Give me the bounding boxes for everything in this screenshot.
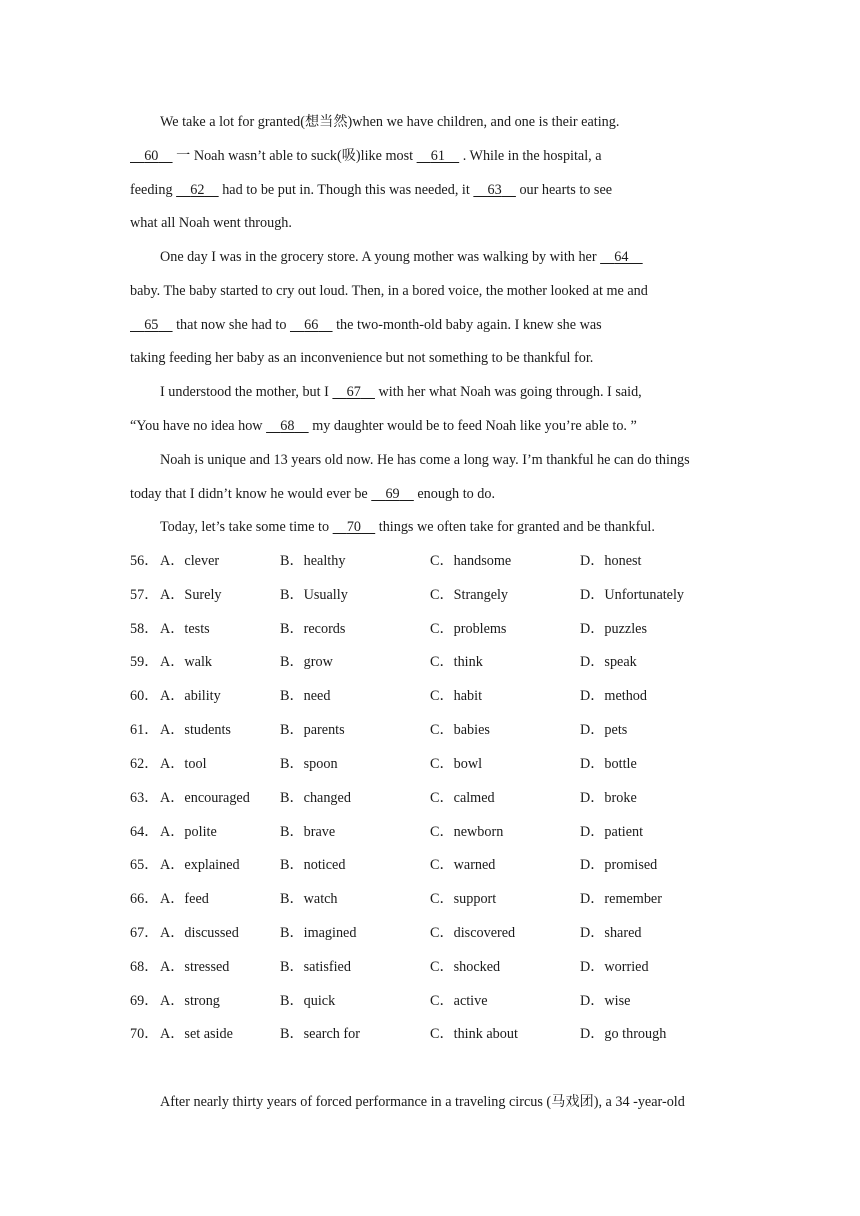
question-row — [130, 754, 730, 774]
question-row — [130, 957, 730, 977]
option-d[interactable]: D．puzzles — [580, 621, 647, 637]
passage-text: After nearly thirty years of forced performance in a traveling circus (马戏团), a 34 -year-old — [160, 1094, 685, 1110]
question-number: 62． — [130, 756, 159, 772]
question-number: 59． — [130, 654, 159, 670]
option-a[interactable]: A．Surely — [160, 587, 222, 603]
option-a[interactable]: A．strong — [160, 993, 220, 1009]
option-d[interactable]: D．wise — [580, 993, 631, 1009]
option-b[interactable]: B．satisfied — [280, 959, 351, 975]
passage-text: had to be put in. Though this was needed, it — [218, 182, 474, 198]
passage-text: “You have no idea how — [130, 418, 267, 434]
option-d[interactable]: D．speak — [580, 654, 637, 670]
passage-line — [160, 382, 760, 402]
option-d[interactable]: D．method — [580, 688, 647, 704]
passage-line — [130, 180, 730, 200]
question-number: 64． — [130, 824, 159, 840]
blank-65: 65 — [144, 317, 159, 333]
passage-text: Today, let’s take some time to — [160, 519, 333, 535]
option-a[interactable]: A．walk — [160, 654, 213, 670]
passage-line — [130, 213, 730, 233]
option-b[interactable]: B．imagined — [280, 925, 357, 941]
option-b[interactable]: B．search for — [280, 1026, 360, 1042]
question-number: 60． — [130, 688, 159, 704]
question-row — [130, 720, 730, 740]
option-a[interactable]: A．ability — [160, 688, 221, 704]
question-row — [130, 991, 730, 1011]
option-b[interactable]: B．records — [280, 621, 346, 637]
blank-69: 69 — [385, 486, 400, 502]
question-row — [130, 652, 730, 672]
blank-64: 64 — [614, 249, 629, 265]
passage-text: today that I didn’t know he would ever be — [130, 486, 372, 502]
option-a[interactable]: A．feed — [160, 891, 209, 907]
option-c[interactable]: C．habit — [430, 688, 483, 704]
option-c[interactable]: C．problems — [430, 621, 507, 637]
passage-line — [160, 517, 760, 537]
passage-text: the two-month-old baby again. I knew she was — [332, 317, 602, 333]
passage-line — [130, 281, 730, 301]
option-c[interactable]: C．handsome — [430, 553, 512, 569]
passage-line — [130, 146, 730, 166]
blank-66: 66 — [304, 317, 319, 333]
option-b[interactable]: B．grow — [280, 654, 333, 670]
passage-text: what all Noah went through. — [130, 215, 292, 231]
option-b[interactable]: B．parents — [280, 722, 345, 738]
passage-text: feeding — [130, 182, 177, 198]
option-d[interactable]: D．honest — [580, 553, 642, 569]
option-a[interactable]: A．explained — [160, 857, 240, 873]
option-b[interactable]: B．watch — [280, 891, 338, 907]
question-number: 61． — [130, 722, 159, 738]
passage-line — [160, 112, 760, 132]
question-row — [130, 788, 730, 808]
option-b[interactable]: B．healthy — [280, 553, 346, 569]
question-number: 65． — [130, 857, 159, 873]
option-c[interactable]: C．think — [430, 654, 483, 670]
passage-text: taking feeding her baby as an inconvenience but not something to be thankful for. — [130, 350, 594, 366]
question-number: 70． — [130, 1026, 159, 1042]
passage-line — [160, 247, 760, 267]
option-c[interactable]: C．discovered — [430, 925, 516, 941]
option-d[interactable]: D．broke — [580, 790, 637, 806]
option-c[interactable]: C．active — [430, 993, 488, 1009]
option-c[interactable]: C．Strangely — [430, 587, 509, 603]
option-d[interactable]: D．shared — [580, 925, 642, 941]
option-b[interactable]: B．Usually — [280, 587, 348, 603]
option-b[interactable]: B．need — [280, 688, 331, 704]
option-a[interactable]: A．stressed — [160, 959, 230, 975]
option-a[interactable]: A．tool — [160, 756, 207, 772]
option-c[interactable]: C．bowl — [430, 756, 483, 772]
option-c[interactable]: C．warned — [430, 857, 496, 873]
passage-text: 一 Noah wasn’t able to suck(吸)like most — [172, 148, 417, 164]
passage-line — [130, 484, 730, 504]
option-b[interactable]: B．noticed — [280, 857, 346, 873]
option-d[interactable]: D．worried — [580, 959, 649, 975]
passage-line — [130, 416, 730, 436]
passage-text: my daughter would be to feed Noah like you’re able to. ” — [308, 418, 637, 434]
option-c[interactable]: C．calmed — [430, 790, 495, 806]
passage-line — [160, 1092, 760, 1112]
passage-line — [130, 315, 730, 335]
passage-text: with her what Noah was going through. I said, — [374, 384, 642, 400]
option-c[interactable]: C．shocked — [430, 959, 501, 975]
option-c[interactable]: C．newborn — [430, 824, 504, 840]
question-number: 69． — [130, 993, 159, 1009]
passage-text: things we often take for granted and be thankful. — [375, 519, 655, 535]
option-a[interactable]: A．set aside — [160, 1026, 233, 1042]
option-b[interactable]: B．brave — [280, 824, 336, 840]
passage-text: I understood the mother, but I — [160, 384, 333, 400]
question-number: 68． — [130, 959, 159, 975]
option-d[interactable]: D．go through — [580, 1026, 667, 1042]
passage-text: that now she had to — [172, 317, 290, 333]
question-number: 58． — [130, 621, 159, 637]
option-a[interactable]: A．students — [160, 722, 231, 738]
question-row — [130, 822, 730, 842]
option-a[interactable]: A．polite — [160, 824, 217, 840]
option-d[interactable]: D．bottle — [580, 756, 637, 772]
option-d[interactable]: D．remember — [580, 891, 662, 907]
question-row — [130, 619, 730, 639]
option-d[interactable]: D．patient — [580, 824, 644, 840]
blank-68: 68 — [280, 418, 295, 434]
passage-text: baby. The baby started to cry out loud. Then, in a bored voice, the mother looked at me and — [130, 283, 648, 299]
option-c[interactable]: C．think about — [430, 1026, 518, 1042]
passage-text: our hearts to see — [515, 182, 613, 198]
question-number: 57． — [130, 587, 159, 603]
question-row — [130, 855, 730, 875]
question-number: 63． — [130, 790, 159, 806]
option-b[interactable]: B．spoon — [280, 756, 338, 772]
question-number: 66． — [130, 891, 159, 907]
blank-60: 60 — [144, 148, 159, 164]
question-row — [130, 889, 730, 909]
option-a[interactable]: A．encouraged — [160, 790, 250, 806]
question-row — [130, 551, 730, 571]
passage-text: We take a lot for granted(想当然)when we have children, and one is their eating. — [160, 114, 620, 130]
passage-text: . While in the hospital, a — [459, 148, 602, 164]
option-d[interactable]: D．promised — [580, 857, 658, 873]
blank-62: 62 — [190, 182, 205, 198]
option-d[interactable]: D．pets — [580, 722, 628, 738]
blank-70: 70 — [346, 519, 362, 535]
option-c[interactable]: C．support — [430, 891, 497, 907]
question-number: 67． — [130, 925, 159, 941]
question-row — [130, 923, 730, 943]
option-b[interactable]: B．quick — [280, 993, 336, 1009]
blank-67: 67 — [346, 384, 361, 400]
option-a[interactable]: A．clever — [160, 553, 220, 569]
passage-text: enough to do. — [413, 486, 496, 502]
question-row — [130, 585, 730, 605]
option-c[interactable]: C．babies — [430, 722, 490, 738]
option-d[interactable]: D．Unfortunately — [580, 587, 685, 603]
option-a[interactable]: A．tests — [160, 621, 210, 637]
blank-63: 63 — [487, 182, 502, 198]
question-row — [130, 1024, 730, 1044]
passage-text: One day I was in the grocery store. A young mother was walking by with her — [160, 249, 601, 265]
question-number: 56． — [130, 553, 159, 569]
passage-line — [130, 348, 730, 368]
blank-61: 61 — [430, 148, 445, 164]
question-row — [130, 686, 730, 706]
option-b[interactable]: B．changed — [280, 790, 351, 806]
passage-line — [160, 450, 760, 470]
passage-text: Noah is unique and 13 years old now. He has come a long way. I’m thankful he can do things — [160, 452, 690, 468]
option-a[interactable]: A．discussed — [160, 925, 239, 941]
